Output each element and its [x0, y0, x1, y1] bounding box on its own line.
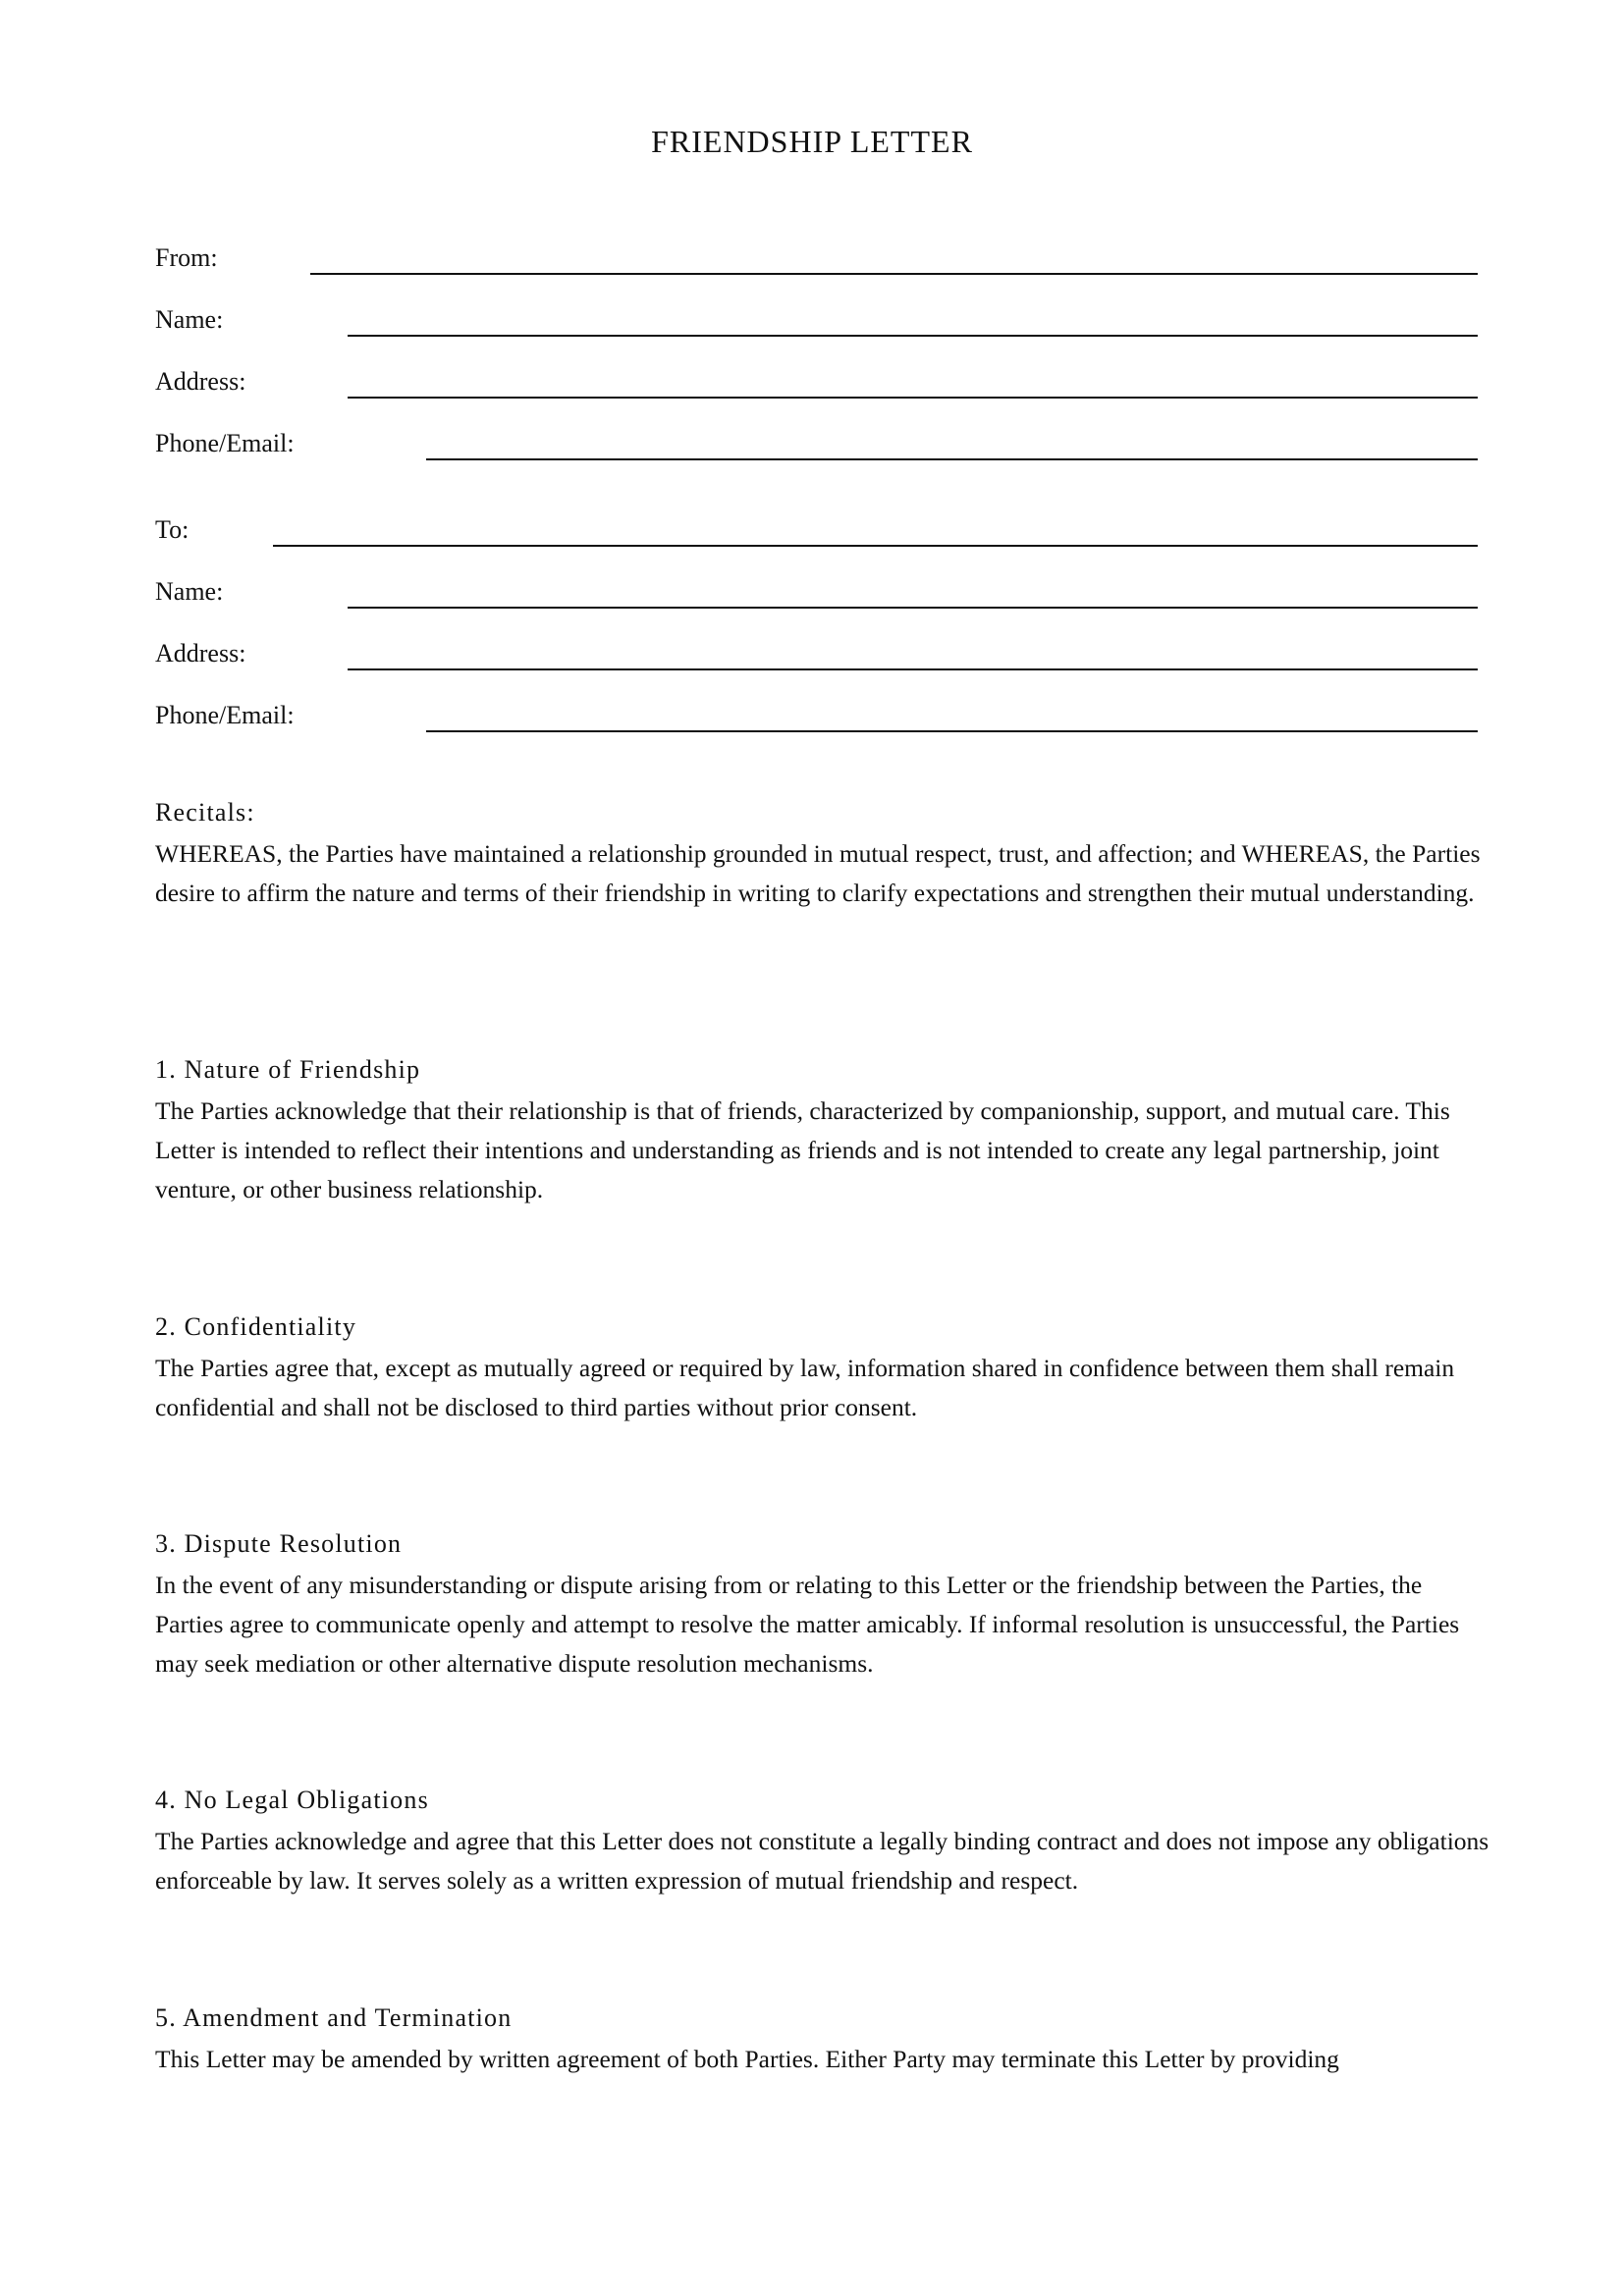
- to-name-label: Name:: [155, 577, 224, 606]
- to-contact-blank-line[interactable]: [426, 730, 1478, 732]
- section-amendment-and-termination: [155, 2002, 1490, 2079]
- from-address-field: [155, 355, 1478, 399]
- section-heading: 5. Amendment and Termination: [155, 2003, 513, 2032]
- from-label: From:: [155, 243, 218, 272]
- from-blank-line[interactable]: [310, 273, 1478, 275]
- from-name-field: [155, 294, 1478, 337]
- from-contact-field: [155, 417, 1478, 460]
- to-label: To:: [155, 515, 189, 544]
- section-heading: 3. Dispute Resolution: [155, 1529, 403, 1558]
- from-address-blank-line[interactable]: [348, 397, 1478, 399]
- from-address-label: Address:: [155, 367, 246, 396]
- to-name-blank-line[interactable]: [348, 607, 1478, 609]
- section-heading: 1. Nature of Friendship: [155, 1055, 421, 1084]
- section-nature-of-friendship: [155, 1054, 1490, 1209]
- section-body: The Parties agree that, except as mutually agreed or required by law, information shared in confidence between them shall remain confidential and shall not be disclosed to third parties without prior consent.: [155, 1354, 1455, 1421]
- document-title: FRIENDSHIP LETTER: [651, 124, 973, 159]
- from-field: [155, 232, 1478, 275]
- recitals-section: [155, 797, 1490, 913]
- from-name-label: Name:: [155, 305, 224, 334]
- to-address-blank-line[interactable]: [348, 668, 1478, 670]
- to-blank-line[interactable]: [273, 545, 1478, 547]
- to-address-field: [155, 627, 1478, 670]
- from-name-blank-line[interactable]: [348, 335, 1478, 337]
- section-body: The Parties acknowledge and agree that this Letter does not constitute a legally binding contract and does not impose any obligations enforceable by law. It serves solely as a written expression of mutual friendship and respect.: [155, 1827, 1489, 1895]
- section-confidentiality: [155, 1311, 1490, 1427]
- section-heading: 4. No Legal Obligations: [155, 1786, 429, 1814]
- section-dispute-resolution: [155, 1528, 1490, 1683]
- to-address-label: Address:: [155, 639, 246, 667]
- to-contact-field: [155, 689, 1478, 732]
- recitals-body: WHEREAS, the Parties have maintained a relationship grounded in mutual respect, trust, and affection; and WHEREAS, the Parties desire to affirm the nature and terms of their friendship in writing to clarify expectations and strengthen their mutual understanding.: [155, 839, 1481, 907]
- section-body: The Parties acknowledge that their relationship is that of friends, characterized by companionship, support, and mutual care. This Letter is intended to reflect their intentions and understanding as friends and is not intended to create any legal partnership, joint venture, or other business relationship.: [155, 1096, 1450, 1203]
- to-contact-label: Phone/Email:: [155, 701, 295, 729]
- section-body: In the event of any misunderstanding or dispute arising from or relating to this Letter or the friendship between the Parties, the Parties agree to communicate openly and attempt to resolve the matter amicably. If informal resolution is unsuccessful, the Parties may seek mediation or other alternative dispute resolution mechanisms.: [155, 1571, 1460, 1678]
- section-heading: 2. Confidentiality: [155, 1312, 357, 1341]
- from-contact-label: Phone/Email:: [155, 429, 295, 457]
- recitals-heading: Recitals:: [155, 798, 255, 827]
- to-name-field: [155, 565, 1478, 609]
- section-no-legal-obligations: [155, 1785, 1490, 1900]
- section-body: This Letter may be amended by written agreement of both Parties. Either Party may terminate this Letter by providing: [155, 2045, 1339, 2073]
- to-field: [155, 504, 1478, 547]
- from-contact-blank-line[interactable]: [426, 458, 1478, 460]
